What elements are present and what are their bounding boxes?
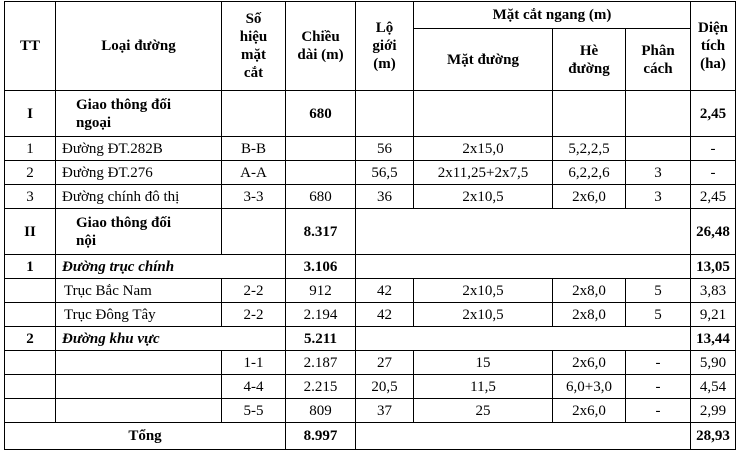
road-statistics-table bbox=[4, 1, 736, 450]
table-row: Trục Đông Tây 2-2 2.194 42 2x10,5 2x8,0 5 9,21 bbox=[5, 303, 736, 327]
table-row: 1 Đường trục chính 3.106 13,05 bbox=[5, 255, 736, 279]
table-row: 2 Đường khu vực 5.211 13,44 bbox=[5, 327, 736, 351]
table-row: 1 Đường ĐT.282B B-B 56 2x15,0 5,2,2,5 - bbox=[5, 137, 736, 161]
table-row: 3 Đường chính đô thị 3-3 680 36 2x10,5 2x6,0 3 2,45 bbox=[5, 185, 736, 209]
col-header-cross-section: Mặt cắt ngang (m) bbox=[414, 2, 691, 29]
group-name: Giao thông đối nội bbox=[56, 209, 222, 255]
total-length: 8.997 bbox=[286, 423, 356, 450]
total-label: Tổng bbox=[5, 423, 286, 450]
total-area: 28,93 bbox=[691, 423, 736, 450]
table-row: 1-1 2.187 27 15 2x6,0 - 5,90 bbox=[5, 351, 736, 375]
col-header-section-code: Số hiệu mặt cắt bbox=[222, 2, 286, 91]
subgroup-name: Đường trục chính bbox=[56, 255, 286, 279]
col-header-surface: Mặt đường bbox=[414, 29, 553, 91]
col-header-tt: TT bbox=[5, 2, 56, 91]
table-row: Trục Bắc Nam 2-2 912 42 2x10,5 2x8,0 5 3,83 bbox=[5, 279, 736, 303]
col-header-sidewalk: Hè đường bbox=[553, 29, 626, 91]
col-header-area: Diện tích (ha) bbox=[691, 2, 736, 91]
table-row: 2 Đường ĐT.276 A-A 56,5 2x11,25+2x7,5 6,2,2,6 3 - bbox=[5, 161, 736, 185]
col-header-right-of-way: Lộ giới (m) bbox=[356, 2, 414, 91]
table-row: 4-4 2.215 20,5 11,5 6,0+3,0 - 4,54 bbox=[5, 375, 736, 399]
col-header-length: Chiều dài (m) bbox=[286, 2, 356, 91]
col-header-road-type: Loại đường bbox=[56, 2, 222, 91]
subgroup-name: Đường khu vực bbox=[56, 327, 286, 351]
table-row: II Giao thông đối nội 8.317 26,48 bbox=[5, 209, 736, 255]
group-name: Giao thông đối ngoại bbox=[56, 91, 222, 137]
total-row bbox=[5, 423, 736, 450]
table-row: I Giao thông đối ngoại 680 2,45 bbox=[5, 91, 736, 137]
col-header-divider: Phân cách bbox=[626, 29, 691, 91]
road-table-container bbox=[4, 1, 736, 450]
table-row: 5-5 809 37 25 2x6,0 - 2,99 bbox=[5, 399, 736, 423]
header-row-top bbox=[5, 2, 736, 29]
